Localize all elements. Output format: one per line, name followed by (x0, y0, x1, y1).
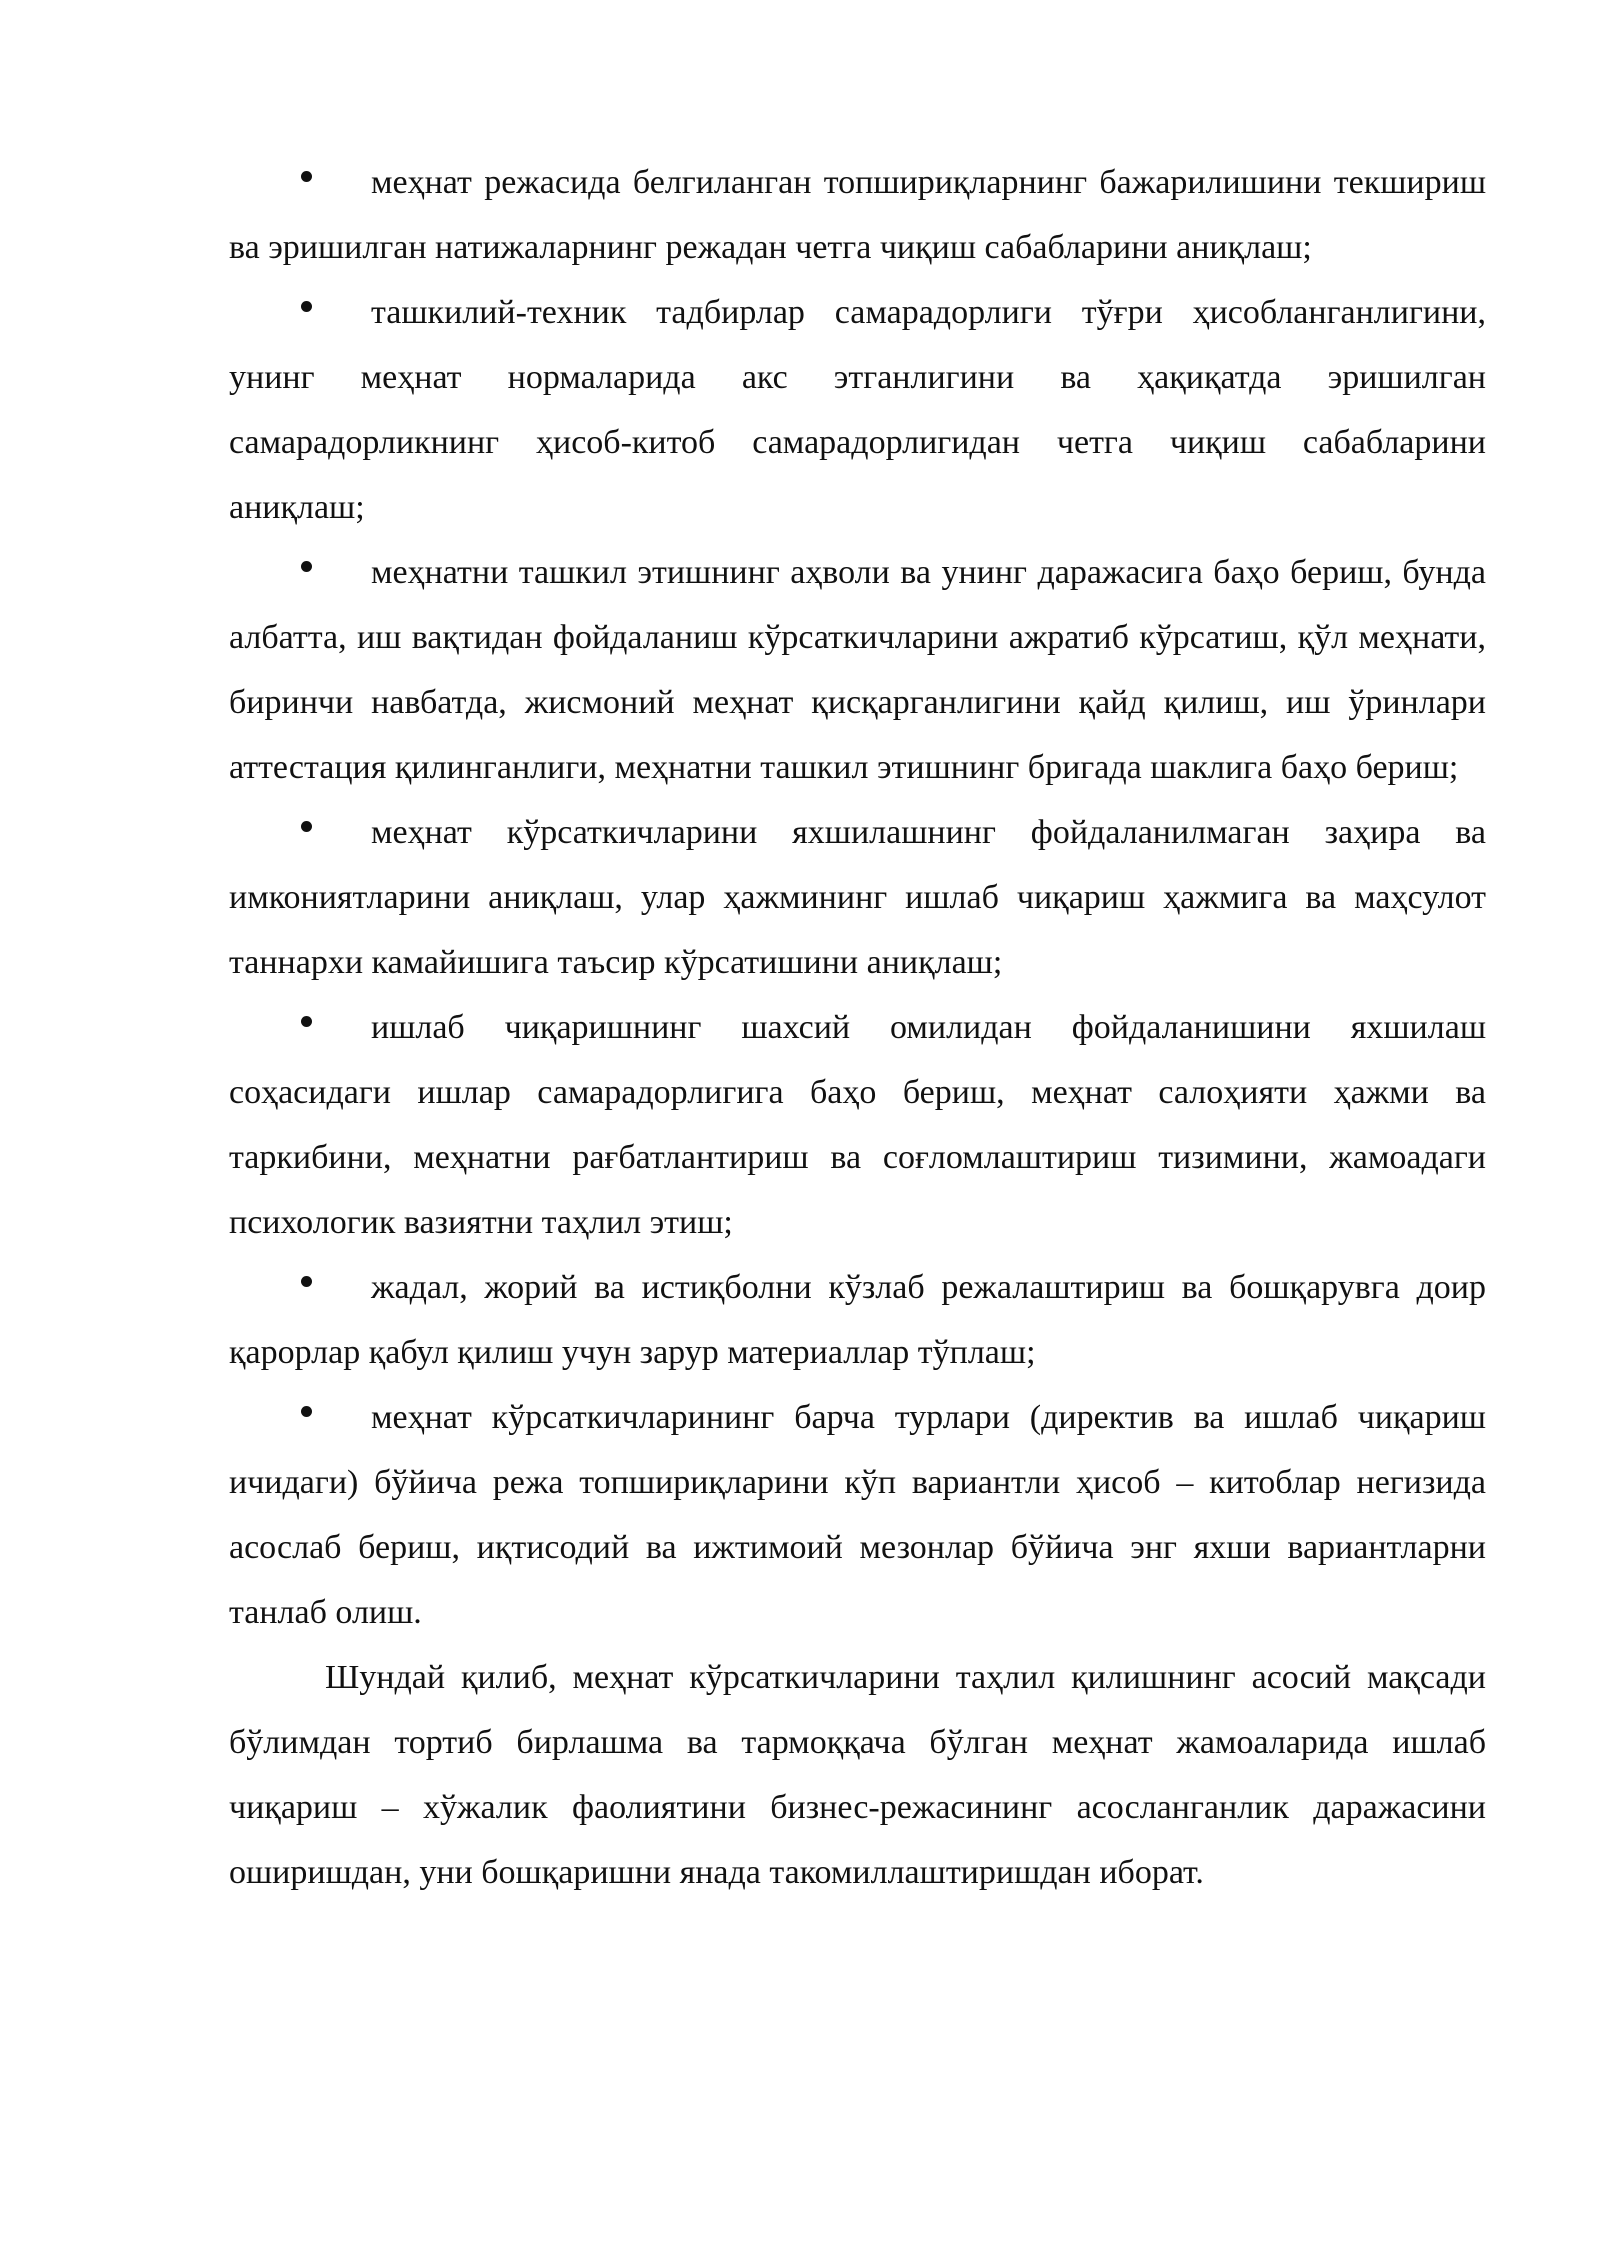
bullet-item-1 (229, 150, 1486, 280)
bullet-item-6 (229, 1255, 1486, 1385)
bullet-item-5 (229, 995, 1486, 1255)
bullet-item-2 (229, 280, 1486, 540)
document-page (229, 150, 1486, 1905)
bullet-text: меҳнат кўрсаткичларининг барча турлари (директив ва ишлаб чиқариш ичидаги) бўйича режа топшириқларини кўп вариантли ҳисоб – китоблар негизида асослаб бериш, иқтисодий ва ижтимоий мезонлар бўйича энг яхши вариантларни танлаб олиш. (229, 1399, 1486, 1631)
bullet-text: ишлаб чиқаришнинг шахсий омилидан фойдаланишини яхшилаш соҳасидаги ишлар самарадорлигига баҳо бериш, меҳнат салоҳияти ҳажми ва таркибини, меҳнатни рағбатлантириш ва соғломлаштириш тизимини, жамоадаги психологик вазиятни таҳлил этиш; (229, 1009, 1486, 1241)
bullet-item-4 (229, 800, 1486, 995)
conclusion-paragraph: Шундай қилиб, меҳнат кўрсаткичларини таҳлил қилишнинг асосий мақсади бўлимдан тортиб бирлашма ва тармоққача бўлган меҳнат жамоаларида ишлаб чиқариш – хўжалик фаолиятини бизнес-режасининг асосланганлик даражасини оширишдан, уни бошқаришни янада такомиллаштиришдан иборат. (229, 1659, 1486, 1891)
bullet-text: меҳнат кўрсаткичларини яхшилашнинг фойдаланилмаган заҳира ва имкониятларини аниқлаш, улар ҳажмининг ишлаб чиқариш ҳажмига ва маҳсулот таннархи камайишига таъсир кўрсатишини аниқлаш; (229, 814, 1486, 981)
bullet-text: меҳнат режасида белгиланган топшириқларнинг бажарилишини текшириш ва эришилган натижаларнинг режадан четга чиқиш сабабларини аниқлаш; (229, 164, 1486, 266)
bullet-text: жадал, жорий ва истиқболни кўзлаб режалаштириш ва бошқарувга доир қарорлар қабул қилиш учун зарур материаллар тўплаш; (229, 1269, 1486, 1371)
bullet-text: ташкилий-техник тадбирлар самарадорлиги тўғри ҳисобланганлигини, унинг меҳнат нормаларида акс этганлигини ва ҳақиқатда эришилган самарадорликнинг ҳисоб-китоб самарадорлигидан четга чиқиш сабабларини аниқлаш; (229, 294, 1486, 526)
bullet-item-7 (229, 1385, 1486, 1645)
bullet-item-3 (229, 540, 1486, 800)
bullet-text: меҳнатни ташкил этишнинг аҳволи ва унинг даражасига баҳо бериш, бунда албатта, иш вақтидан фойдаланиш кўрсаткичларини ажратиб кўрсатиш, қўл меҳнати, биринчи навбатда, жисмоний меҳнат қисқарганлигини қайд қилиш, иш ўринлари аттестация қилинганлиги, меҳнатни ташкил этишнинг бригада шаклига баҳо бериш; (229, 554, 1486, 786)
